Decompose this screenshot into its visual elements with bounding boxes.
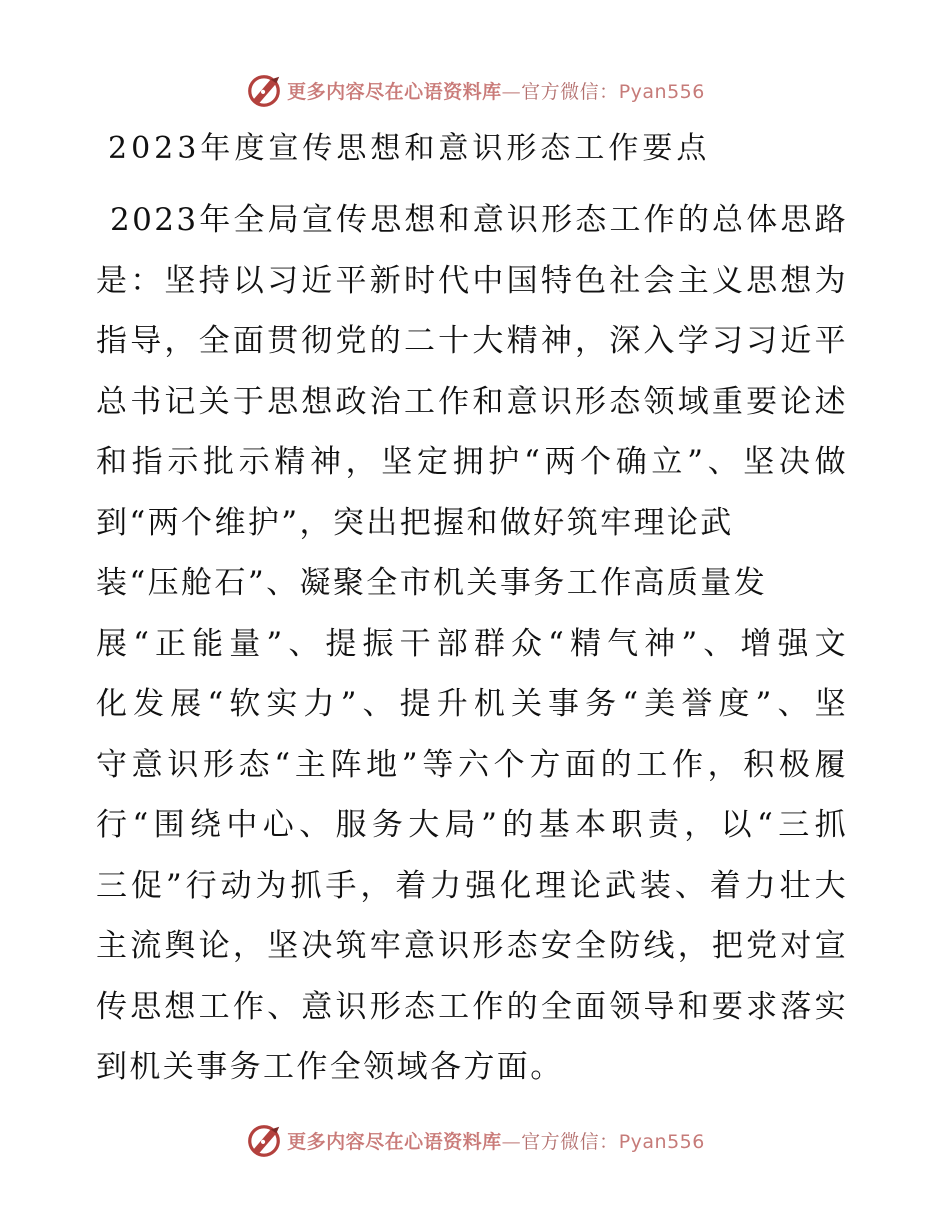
paragraph-line: 到机关事务工作全领域各方面。 [96,1049,564,1085]
document-title: 2023年度宣传思想和意识形态工作要点 [108,131,711,166]
watermark-text: 更多内容尽在心语资料库—官方微信：Pyan556 [287,80,705,103]
paragraph-line: 行“围绕中心、服务大局”的基本职责，以“三抓 [96,807,848,843]
paragraph-line: 装“压舱石”、凝聚全市机关事务工作高质量发 [96,565,768,601]
paragraph-line: 总书记关于思想政治工作和意识形态领域重要论述 [96,383,848,420]
paragraph-line: 三促”行动为抓手，着力强化理论武装、着力壮大 [96,867,848,904]
paragraph-line: 传思想工作、意识形态工作的全面领导和要求落实 [96,988,848,1025]
paragraph-line: 主流舆论，坚决筑牢意识形态安全防线，把党对宣 [96,928,848,964]
watermark-footer [0,1118,950,1162]
paragraph-line: 化发展“软实力”、提升机关事务“美誉度”、坚 [96,686,848,722]
paragraph-line: 是：坚持以习近平新时代中国特色社会主义思想为 [96,262,848,299]
paragraph-line: 和指示批示精神，坚定拥护“两个确立”、坚决做 [96,444,848,480]
paragraph-line: 指导，全面贯彻党的二十大精神，深入学习习近平 [96,323,848,359]
document-paragraph [96,190,848,1098]
watermark-header [0,68,950,112]
paragraph-line: 到“两个维护”，突出把握和做好筑牢理论武 [96,504,734,541]
paragraph-line: 2023年全局宣传思想和意识形态工作的总体思路 [110,202,848,238]
paragraph-line: 展“正能量”、提振干部群众“精气神”、增强文 [96,625,848,662]
pen-nib-circle-icon [245,1121,283,1159]
paragraph-line: 守意识形态“主阵地”等六个方面的工作，积极履 [96,746,848,783]
pen-nib-circle-icon [245,71,283,109]
watermark-text: 更多内容尽在心语资料库—官方微信：Pyan556 [287,1130,705,1153]
